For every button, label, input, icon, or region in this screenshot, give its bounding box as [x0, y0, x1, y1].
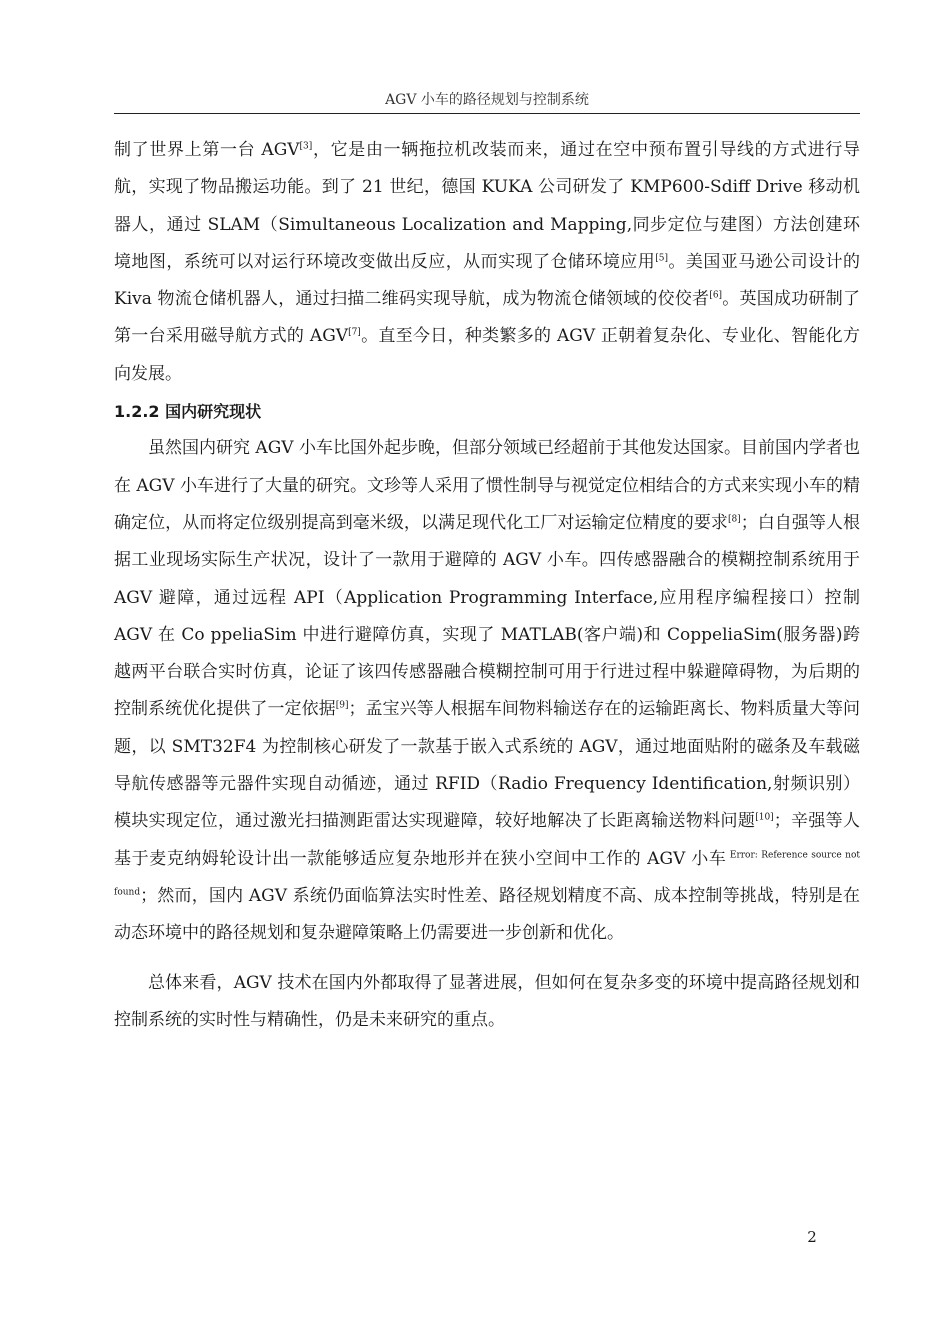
- citation-ref: [5]: [655, 253, 668, 264]
- text-run: 。直至今日，种类繁多的 AGV 正朝着复杂化、专业化、智能化方向发展。: [114, 326, 860, 384]
- citation-ref: [9]: [335, 700, 349, 711]
- citation-ref: [8]: [727, 514, 741, 525]
- citation-ref: [3]: [299, 141, 313, 152]
- reference-error-note: Error: Reference source not found: [114, 849, 860, 898]
- text-run: ；然而，国内 AGV 系统仍面临算法实时性差、路径规划精度不高、成本控制等挑战，特别是在动态环境中的路径规划和复杂避障策略上仍需要进一步创新和优化。: [114, 885, 860, 944]
- citation-ref: [7]: [348, 327, 361, 338]
- text-run: 虽然国内研究 AGV 小车比国外起步晚，但部分领域已经超前于其他发达国家。目前国内学者也在 AGV 小车进行了大量的研究。文珍等人采用了惯性制导与视觉定位相结合的方式来实现小车的精确定位，从而将定位级别提高到毫米级，以满足现代化工厂对运输定位精度的要求: [114, 438, 860, 533]
- text-run: 制了世界上第一台 AGV: [114, 140, 300, 160]
- text-run: ，它是由一辆拖拉机改装而来，通过在空中预布置引导线的方式进行导航，实现了物品搬运功能。到了 21 世纪，德国 KUKA 公司研发了 KMP600-Sdiff Drive 移动机器人，通过 SLAM（Simultaneous Localization and Mapping,同步定位与建图）方法创建环境地图，系统可以对运行环境改变做出反应，从而实现了仓储环境应用: [114, 140, 860, 272]
- paragraph-foreign-research-continued: [114, 132, 860, 393]
- citation-ref: [10]: [755, 812, 774, 823]
- header-rule: [114, 113, 860, 114]
- paragraph-summary: 总体来看，AGV 技术在国内外都取得了显著进展，但如何在复杂多变的环境中提高路径规划和控制系统的实时性与精确性，仍是未来研究的重点。: [114, 972, 860, 1030]
- text-run: 。英国成功研制了第一台采用磁导航方式的 AGV: [114, 289, 861, 347]
- running-header: AGV 小车的路径规划与控制系统: [385, 92, 589, 108]
- text-run: 。美国亚马逊公司设计的 Kiva 物流仓储机器人，通过扫描二维码实现导航，成为物流仓储领域的佼佼者: [114, 251, 861, 310]
- text-run: ；孟宝兴等人根据车间物料输送存在的运输距离长、物料质量大等问题，以 SMT32F4 为控制核心研发了一款基于嵌入式系统的 AGV，通过地面贴附的磁条及车载磁导航传感器等元器件实现自动循迹，通过 RFID（Radio Frequency Identification,射频识别）模块实现定位，通过激光扫描测距雷达实现避障，较好地解决了长距离输送物料问题: [114, 699, 861, 832]
- text-run: ；白自强等人根据工业现场实际生产状况，设计了一款用于避障的 AGV 小车。四传感器融合的模糊控制系统用于 AGV 避障，通过远程 API（Application Programming Interface,应用程序编程接口）控制 AGV 在 Co ppeliaSim 中进行避障仿真，实现了 MATLAB(客户端)和 CoppeliaSim(服务器)跨越两平台联合实时仿真，论证了该四传感器融合模糊控制可用于行进过程中躲避障碍物，为后期的控制系统优化提供了一定依据: [114, 512, 861, 720]
- paragraph-domestic-research: [114, 430, 860, 952]
- text-run: ；辛强等人基于麦克纳姆轮设计出一款能够适应复杂地形并在狭小空间中工作的 AGV 小车: [114, 811, 861, 869]
- section-heading: 1.2.2 国内研究现状: [114, 402, 262, 422]
- page-number: 2: [807, 1228, 817, 1246]
- body-text: [114, 132, 860, 1039]
- citation-ref: [6]: [709, 290, 723, 301]
